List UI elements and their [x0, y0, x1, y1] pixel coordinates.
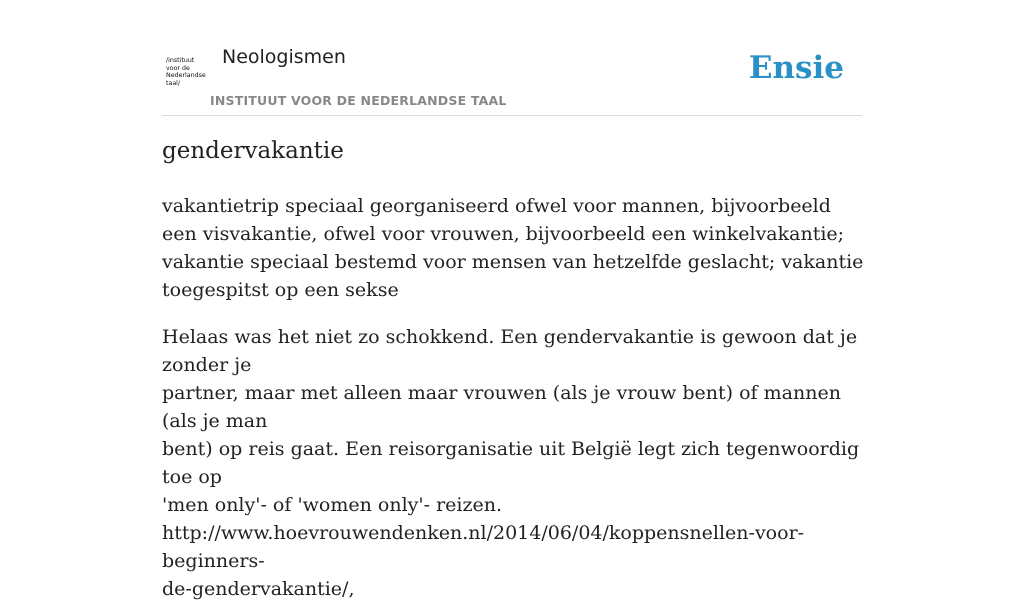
entry-term: gendervakantie — [162, 138, 344, 164]
institute-name: INSTITUUT VOOR DE NEDERLANDSE TAAL — [210, 93, 507, 108]
logo-line: taal/ — [166, 79, 181, 87]
quote-line: Helaas was het niet zo schokkend. Een gendervakantie is gewoon dat je zonder je — [162, 326, 858, 376]
quote-line: partner, maar met alleen maar vrouwen (als je vrouw bent) of mannen (als je man — [162, 382, 841, 432]
ensie-logo[interactable]: Ensie — [748, 50, 844, 86]
entry-quote — [162, 323, 867, 603]
quote-source-link[interactable]: de-gendervakantie/, — [162, 578, 355, 600]
entry-definition: vakantietrip speciaal georganiseerd ofwel voor mannen, bijvoorbeeld een visvakantie, ofwel voor vrouwen, bijvoorbeeld een winkelvakantie; vakantie speciaal bestemd voor mensen van hetzelfde geslacht; vakantie toegespitst op een sekse — [162, 195, 864, 301]
logo-line: Nederlandse — [166, 72, 206, 80]
ivdnt-logo[interactable] — [166, 57, 208, 87]
quote-source-link[interactable]: http://www.hoevrouwendenken.nl/2014/06/04/koppensnellen-voor-beginners- — [162, 522, 805, 572]
header-divider — [162, 115, 862, 116]
logo-line: voor de — [166, 64, 190, 72]
quote-line: 'men only'- of 'women only'- reizen. — [162, 494, 503, 516]
site-name[interactable]: Neologismen — [222, 46, 346, 68]
logo-line: /instituut — [166, 57, 195, 64]
quote-line: bent) op reis gaat. Een reisorganisatie uit België legt zich tegenwoordig toe op — [162, 438, 860, 488]
